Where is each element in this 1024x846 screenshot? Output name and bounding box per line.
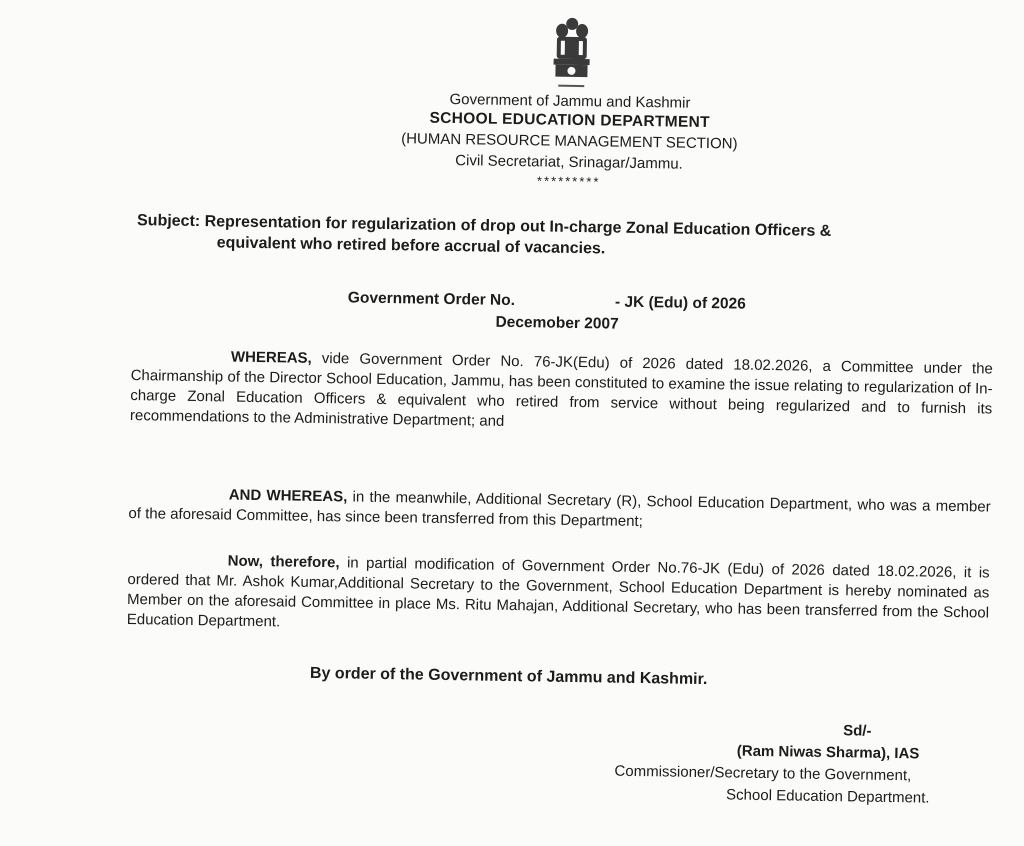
section-name: (HUMAN RESOURCE MANAGEMENT SECTION) (401, 130, 738, 153)
now-therefore-text: in partial modification of Government Order No.76-JK (Edu) of 2026 dated 18.02.2026, it is ordered that Mr. Ashok Kumar,Additional Secretary to the Government, School Education Department is hereby nominated as Member on the aforesaid Committee in place Ms. Ritu Mahajan, Additional Secretary, who has been transferred from the School Education Department. (126, 554, 990, 631)
whereas-text: vide Government Order No. 76-JK(Edu) of 2026 dated 18.02.2026, a Committee under the Chairmanship of the Director School Education, Jammu, has been constituted to examine the issue relating to regularization of In-charge Zonal Education Officers & equivalent who retired from service without being regularized and to furnish its recommendations to the Administrative Department; and (129, 349, 993, 430)
whereas-lead: WHEREAS, (230, 348, 312, 367)
signatory-designation: Commissioner/Secretary to the Government, (614, 762, 912, 785)
order-date: Decemober 2007 (495, 313, 619, 333)
and-whereas-lead: AND WHEREAS, (228, 486, 348, 506)
and-whereas-paragraph (128, 484, 991, 538)
order-prefix: Government Order No. (347, 289, 516, 310)
and-whereas-text: in the meanwhile, Additional Secretary (R), School Education Department, who was a member of the aforesaid Committee, has since been transferred from this Department; (128, 488, 991, 531)
now-therefore-paragraph (127, 550, 990, 644)
department-name: SCHOOL EDUCATION DEPARTMENT (429, 109, 710, 132)
by-order-line: By order of the Government of Jammu and Kashmir. (309, 664, 708, 689)
signature-sd: Sd/- (843, 722, 872, 740)
header-separator: ********* (536, 173, 601, 190)
whereas-paragraph (130, 346, 993, 440)
subject-label: Subject: (136, 212, 201, 231)
order-number-block (347, 287, 746, 337)
government-name: Government of Jammu and Kashmir (449, 90, 691, 112)
subject-text-line2: equivalent who retired before accrual of vacancies. (216, 234, 606, 258)
office-address: Civil Secretariat, Srinagar/Jammu. (455, 152, 683, 173)
subject-text-line1: Representation for regularization of drop out In-charge Zonal Education Officers & (204, 213, 832, 240)
state-emblem-icon (546, 15, 597, 96)
signatory-department: School Education Department. (725, 786, 930, 807)
signatory-name: (Ram Niwas Sharma), IAS (736, 742, 920, 763)
subject-block (137, 210, 1008, 266)
now-therefore-lead: Now, therefore, (227, 552, 340, 572)
order-suffix: - JK (Edu) of 2026 (614, 293, 746, 313)
